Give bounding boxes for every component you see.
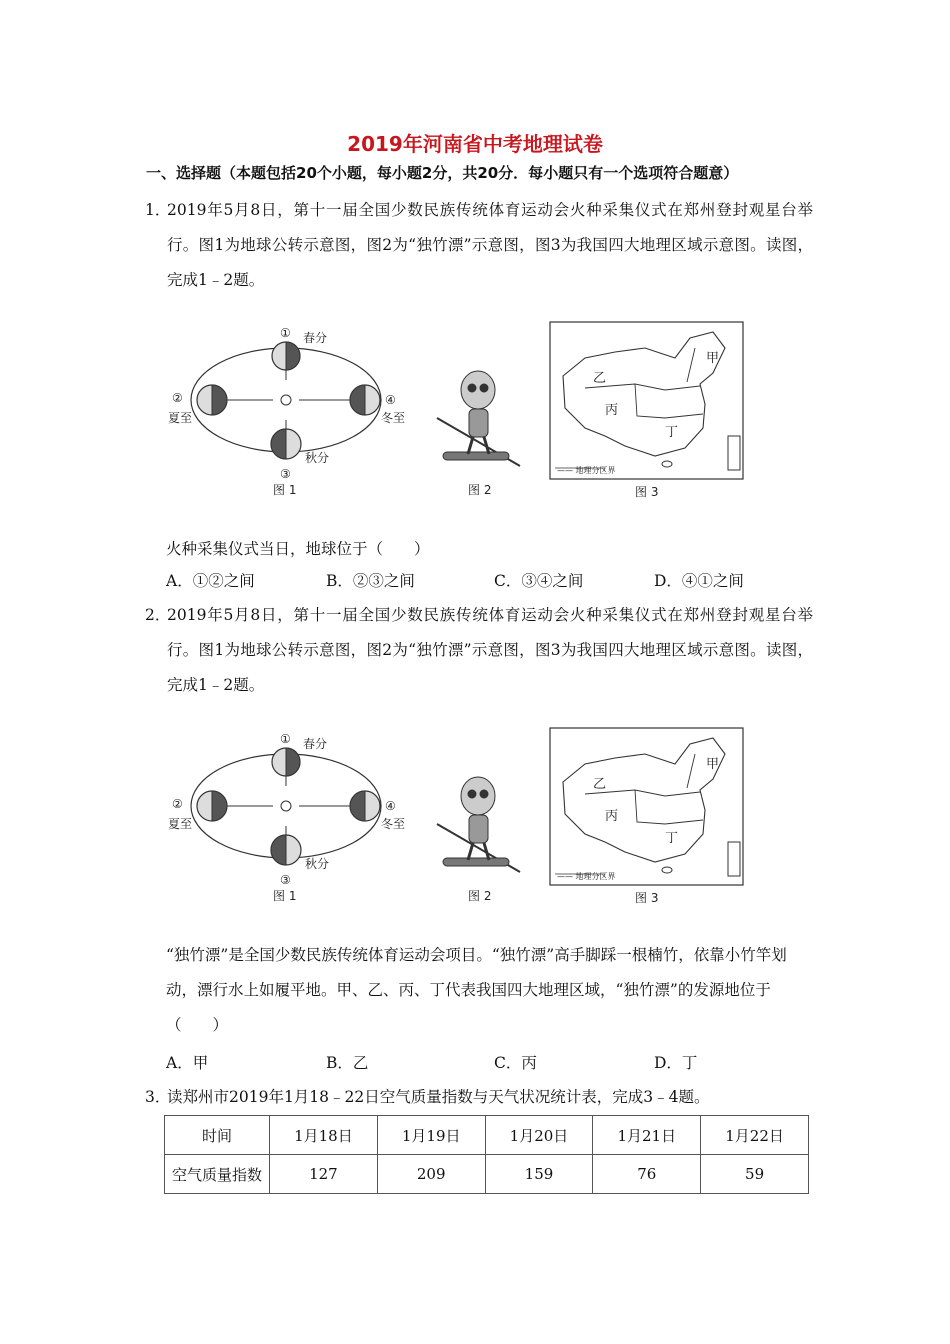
table-cell: 1月21日 xyxy=(593,1116,701,1155)
option-b[interactable]: B．乙 xyxy=(326,1054,369,1072)
option-a[interactable]: A．甲 xyxy=(166,1054,209,1072)
question-intro: 2019年5月8日，第十一届全国少数民族传统体育运动会火种采集仪式在郑州登封观星台举行。图1为地球公转示意图，图2为“独竹漂”示意图，图3为我国四大地理区域示意图。读图，完成1﹣2题。 xyxy=(167,201,813,289)
option-c[interactable]: C．③④之间 xyxy=(494,572,584,590)
figure-1-orbit xyxy=(191,748,381,865)
question-stem: “独竹漂”是全国少数民族传统体育运动会项目。“独竹漂”高手脚踩一根楠竹，依靠小竹竿划动，漂行水上如履平地。甲、乙、丙、丁代表我国四大地理区域，“独竹漂”的发源地位于（ ） xyxy=(166,946,787,1034)
option-c[interactable]: C．丙 xyxy=(494,1054,537,1072)
label-n3: ③ xyxy=(280,873,291,887)
options-2 xyxy=(166,1051,806,1075)
figure-group-2 xyxy=(165,724,765,914)
figure-2-mascot xyxy=(437,777,520,872)
options-1 xyxy=(166,569,806,593)
section-heading: 一、选择题（本题包括20个小题，每小题2分，共20分．每小题只有一个选项符合题意） xyxy=(146,164,739,182)
label-winter: 冬至 xyxy=(381,411,406,425)
figure-group-1 xyxy=(165,318,765,508)
figure-3-map xyxy=(550,728,743,885)
label-spring: 春分 xyxy=(303,737,328,751)
table-row xyxy=(165,1116,809,1155)
air-quality-table xyxy=(164,1115,809,1194)
option-b[interactable]: B．②③之间 xyxy=(326,572,415,590)
label-n4: ④ xyxy=(385,393,396,407)
table-cell: 1月20日 xyxy=(485,1116,593,1155)
question-1 xyxy=(145,193,813,298)
earth-winter xyxy=(350,791,380,821)
earth-summer xyxy=(197,385,227,415)
label-bing: 丙 xyxy=(605,403,619,418)
label-yi: 乙 xyxy=(593,777,607,792)
label-autumn: 秋分 xyxy=(305,857,330,871)
label-summer: 夏至 xyxy=(168,817,193,831)
label-jia: 甲 xyxy=(706,757,720,772)
label-yi: 乙 xyxy=(593,371,607,386)
question-3 xyxy=(145,1080,813,1115)
question-intro: 2019年5月8日，第十一届全国少数民族传统体育运动会火种采集仪式在郑州登封观星台举行。图1为地球公转示意图，图2为“独竹漂”示意图，图3为我国四大地理区域示意图。读图，完成1﹣2题。 xyxy=(167,606,813,694)
table-cell: 209 xyxy=(377,1155,485,1194)
table-cell: 1月18日 xyxy=(270,1116,378,1155)
caption-fig3: 图 3 xyxy=(635,891,659,905)
question-number: 3． xyxy=(145,1088,171,1106)
option-d[interactable]: D．④①之间 xyxy=(654,572,744,590)
table-row xyxy=(165,1155,809,1194)
table-header-cell: 空气质量指数 xyxy=(165,1155,270,1194)
caption-fig3: 图 3 xyxy=(635,485,659,499)
question-stem: 火种采集仪式当日，地球位于（ ） xyxy=(166,540,430,558)
table-cell: 159 xyxy=(485,1155,593,1194)
table-cell: 1月19日 xyxy=(377,1116,485,1155)
earth-spring xyxy=(272,342,300,370)
figure-3-map xyxy=(550,322,743,479)
caption-fig2: 图 2 xyxy=(468,889,492,903)
label-n1: ① xyxy=(280,326,291,340)
table-cell: 59 xyxy=(701,1155,809,1194)
earth-summer xyxy=(197,791,227,821)
question-2 xyxy=(145,598,813,703)
caption-fig1: 图 1 xyxy=(273,889,297,903)
label-n2: ② xyxy=(172,797,183,811)
earth-winter xyxy=(350,385,380,415)
label-winter: 冬至 xyxy=(381,817,406,831)
caption-fig1: 图 1 xyxy=(273,483,297,497)
table-cell: 1月22日 xyxy=(701,1116,809,1155)
question-number: 2． xyxy=(145,606,171,624)
question-intro: 读郑州市2019年1月18﹣22日空气质量指数与天气状况统计表，完成3﹣4题。 xyxy=(167,1088,710,1106)
option-a[interactable]: A．①②之间 xyxy=(166,572,255,590)
label-bing: 丙 xyxy=(605,809,619,824)
label-n1: ① xyxy=(280,732,291,746)
figure-2-mascot xyxy=(437,371,520,466)
earth-autumn xyxy=(271,835,301,865)
table-cell: 127 xyxy=(270,1155,378,1194)
figure-1-orbit xyxy=(191,342,381,459)
label-spring: 春分 xyxy=(303,331,328,345)
table-cell: 76 xyxy=(593,1155,701,1194)
label-n4: ④ xyxy=(385,799,396,813)
caption-fig2: 图 2 xyxy=(468,483,492,497)
label-n3: ③ xyxy=(280,467,291,481)
map-legend: —— 地理分区界 xyxy=(557,466,616,475)
label-summer: 夏至 xyxy=(168,411,193,425)
label-n2: ② xyxy=(172,391,183,405)
page-title: 2019年河南省中考地理试卷 xyxy=(347,132,603,156)
label-autumn: 秋分 xyxy=(305,451,330,465)
label-ding: 丁 xyxy=(665,425,679,440)
label-ding: 丁 xyxy=(665,831,679,846)
earth-spring xyxy=(272,748,300,776)
table-header-cell: 时间 xyxy=(165,1116,270,1155)
map-legend: —— 地理分区界 xyxy=(557,872,616,881)
question-number: 1． xyxy=(145,201,171,219)
earth-autumn xyxy=(271,429,301,459)
label-jia: 甲 xyxy=(706,351,720,366)
option-d[interactable]: D．丁 xyxy=(654,1054,698,1072)
